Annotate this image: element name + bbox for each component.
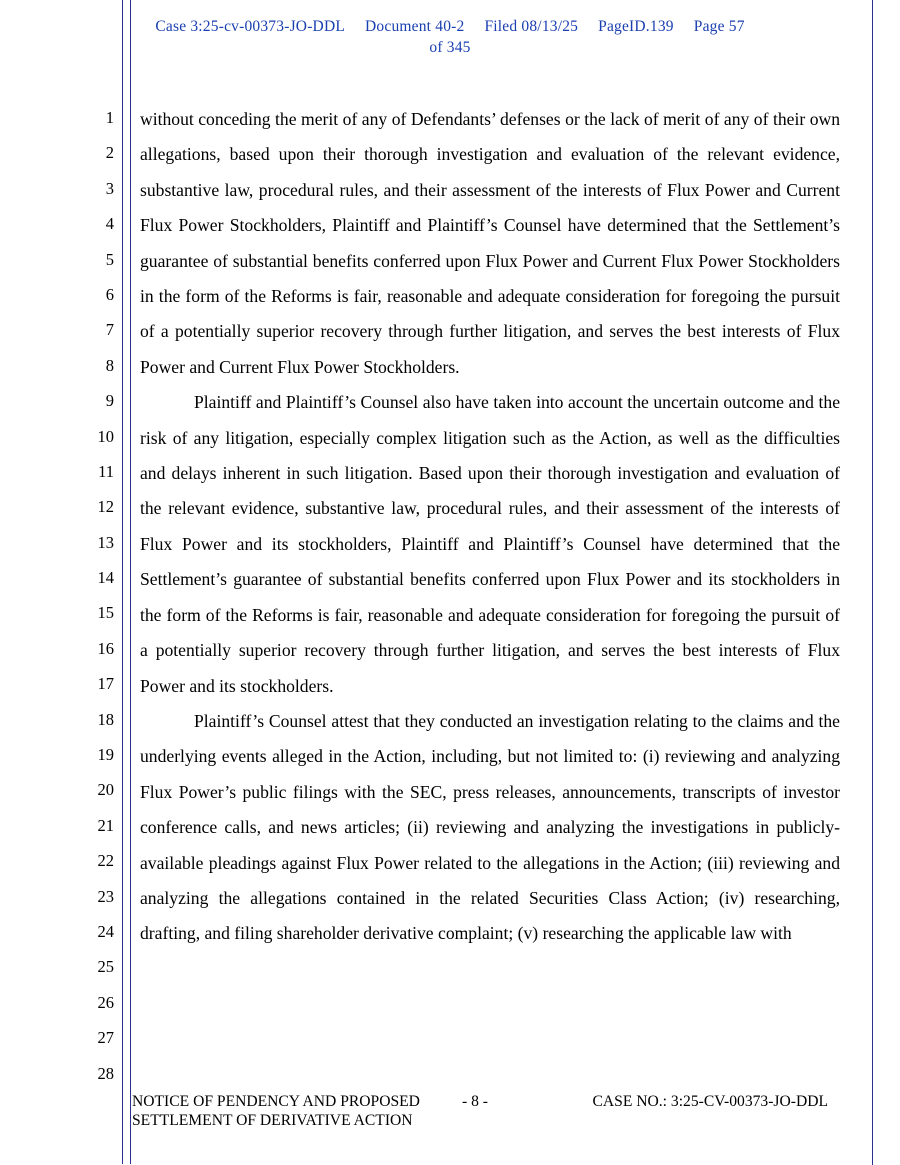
line-number: 25 — [97, 957, 114, 977]
pleading-rule-right — [872, 0, 873, 1165]
line-number: 28 — [97, 1063, 114, 1083]
ecf-header-stamp — [0, 16, 900, 58]
line-number: 8 — [105, 355, 114, 375]
line-number: 19 — [97, 745, 114, 765]
line-number: 23 — [97, 886, 114, 906]
line-number: 3 — [105, 178, 114, 198]
page-footer — [132, 1092, 872, 1130]
line-number: 6 — [105, 284, 114, 304]
line-number-column — [82, 100, 114, 1091]
ecf-case-number: Case 3:25-cv-00373-JO-DDL — [155, 18, 346, 35]
document-body — [140, 102, 840, 952]
footer-case-number: CASE NO.: 3:25-CV-00373-JO-DDL — [592, 1093, 828, 1110]
ecf-filed-date: Filed 08/13/25 — [484, 18, 579, 35]
footer-title-line-1: NOTICE OF PENDENCY AND PROPOSED — [132, 1093, 420, 1110]
line-number: 21 — [97, 815, 114, 835]
pleading-rule-left-inner — [130, 0, 131, 1165]
line-number: 20 — [97, 780, 114, 800]
line-number: 15 — [97, 603, 114, 623]
line-number: 22 — [97, 851, 114, 871]
ecf-document-number: Document 40-2 — [365, 18, 465, 35]
line-number: 5 — [105, 249, 114, 269]
line-number: 11 — [98, 461, 114, 481]
line-number: 26 — [97, 992, 114, 1012]
body-paragraph: Plaintiff’s Counsel attest that they conducted an investigation relating to the claims and the underlying events alleged in the Action, including, but not limited to: (i) reviewing and analyzing Flux Power’s public filings with the SEC, press releases, announcements, transcripts of investor conference calls, and news articles; (ii) reviewing and analyzing the investigations in publicly-available pleadings against Flux Power related to the allegations in the Action; (iii) reviewing and analyzing the allegations contained in the related Securities Class Action; (iv) researching, drafting, and filing shareholder derivative complaint; (v) researching the applicable law with — [140, 710, 840, 944]
line-number: 13 — [97, 532, 114, 552]
ecf-page-id: PageID.139 — [598, 18, 674, 35]
line-number: 24 — [97, 921, 114, 941]
line-number: 14 — [97, 568, 114, 588]
footer-page-number: - 8 - — [462, 1093, 488, 1110]
line-number: 10 — [97, 426, 114, 446]
line-number: 18 — [97, 709, 114, 729]
body-paragraph: Plaintiff and Plaintiff’s Counsel also have taken into account the uncertain outcome and the risk of any litigation, especially complex litigation such as the Action, as well as the difficulties and delays inherent in such litigation. Based upon their thorough investigation and evaluation of the relevant evidence, substantive law, procedural rules, and their assessment of the interests of Flux Power and its stockholders, Plaintiff and Plaintiff’s Counsel have determined that the Settlement’s guarantee of substantial benefits conferred upon Flux Power and its stockholders in the form of the Reforms is fair, reasonable and adequate consideration for foregoing the pursuit of a potentially superior recovery through further litigation, and serves the best interests of Flux Power and its stockholders. — [140, 392, 840, 696]
body-paragraph: without conceding the merit of any of Defendants’ defenses or the lack of merit of any of their own allegations, based upon their thorough investigation and evaluation of the relevant evidence, substantive law, procedural rules, and their assessment of the interests of Flux Power and Current Flux Power Stockholders, Plaintiff and Plaintiff’s Counsel have determined that the Settlement’s guarantee of substantial benefits conferred upon Flux Power and Current Flux Power Stockholders in the form of the Reforms is fair, reasonable and adequate consideration for foregoing the pursuit of a potentially superior recovery through further litigation, and serves the best interests of Flux Power and Current Flux Power Stockholders. — [140, 109, 840, 377]
pleading-rule-left-outer — [122, 0, 123, 1165]
line-number: 7 — [105, 320, 114, 340]
line-number: 12 — [97, 497, 114, 517]
line-number: 17 — [97, 674, 114, 694]
line-number: 9 — [105, 391, 114, 411]
line-number: 27 — [97, 1028, 114, 1048]
ecf-page-total: of 345 — [429, 39, 471, 56]
line-number: 16 — [97, 638, 114, 658]
line-number: 1 — [105, 108, 114, 127]
footer-title-line-2: SETTLEMENT OF DERIVATIVE ACTION — [132, 1112, 413, 1129]
line-number: 2 — [105, 143, 114, 163]
footer-document-title — [132, 1092, 462, 1130]
ecf-page-number: Page 57 — [693, 18, 745, 35]
line-number: 4 — [105, 214, 114, 234]
